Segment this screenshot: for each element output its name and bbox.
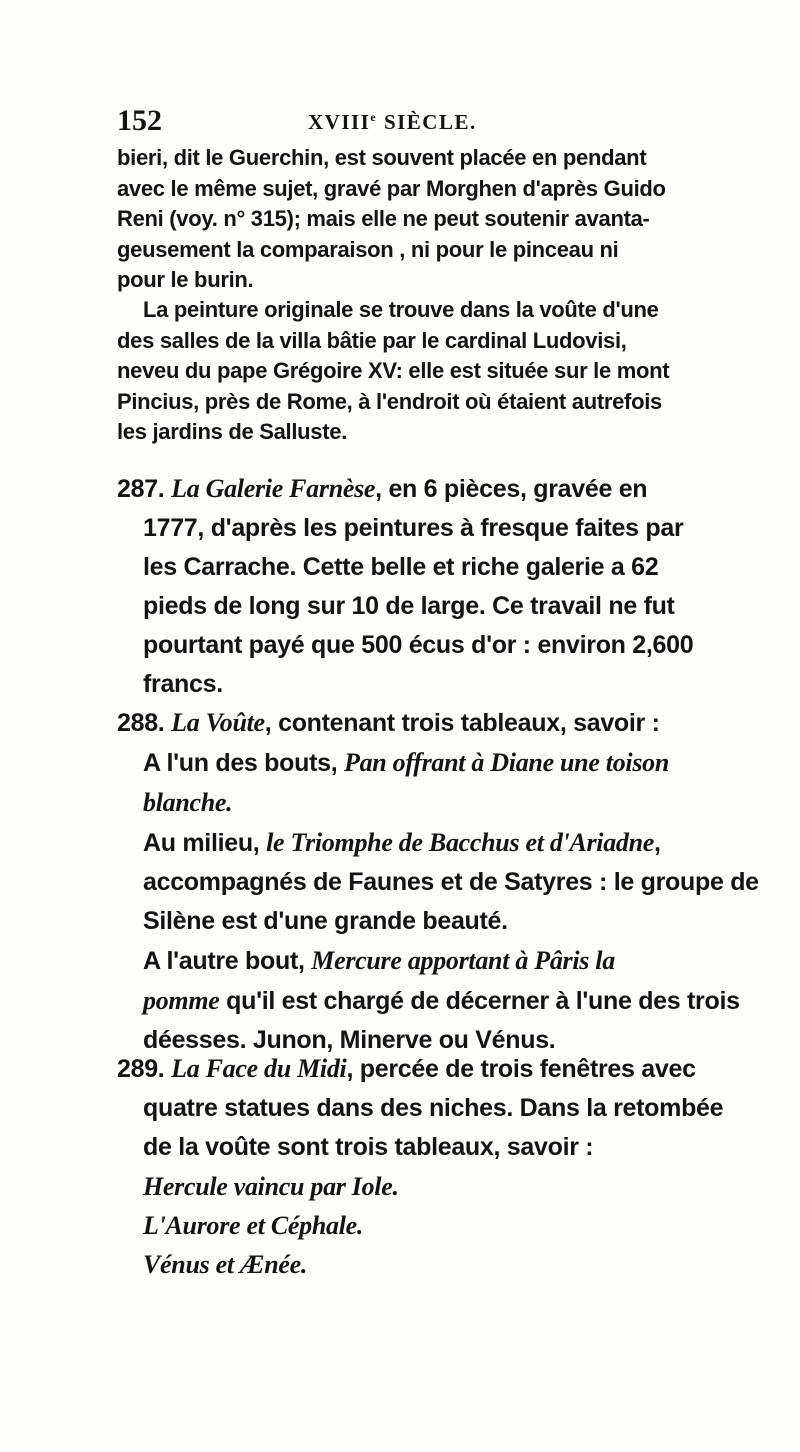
text-line: les jardins de Salluste. — [117, 419, 348, 444]
page-number: 152 — [117, 104, 162, 137]
text-line: pourtant payé que 500 écus d'or : environ 2,600 — [143, 631, 694, 659]
text-line: Silène est d'une grande beauté. — [143, 907, 508, 935]
text-line — [117, 823, 701, 863]
entry-title: La Galerie Farnèse — [171, 474, 376, 503]
entry-title: La Voûte — [171, 708, 265, 737]
page-header — [117, 104, 697, 140]
text-line: francs. — [143, 670, 223, 698]
entry-289 — [117, 1049, 724, 1284]
text-line: les Carrache. Cette belle et riche galerie a 62 — [143, 553, 659, 581]
artwork-item: Vénus et Ænée. — [143, 1250, 308, 1279]
text-segment: qu'il est chargé de décerner à l'une des trois — [219, 987, 740, 1015]
text-line: La peinture originale se trouve dans la voûte d'une — [143, 297, 659, 322]
text-line — [117, 743, 701, 783]
text-line: 1777, d'après les peintures à fresque faites par — [143, 514, 684, 542]
running-head-century: XVIII — [308, 110, 371, 134]
entry-line-rest: , en 6 pièces, gravée en — [375, 475, 648, 503]
text-line: accompagnés de Faunes et de Satyres : le groupe de — [143, 868, 759, 896]
text-line — [117, 981, 740, 1021]
artwork-title: blanche. — [143, 788, 233, 817]
text-segment: A l'autre bout, — [143, 947, 312, 975]
artwork-title: Mercure apportant à Pâris la — [311, 946, 615, 975]
text-line: geusement la comparaison , ni pour le pinceau ni — [117, 236, 619, 262]
paragraph-origin — [117, 295, 701, 448]
text-line: pieds de long sur 10 de large. Ce travail ne fut — [143, 592, 675, 620]
entry-first-line — [117, 703, 701, 743]
text-line: Pincius, près de Rome, à l'endroit où étaient autrefois — [117, 388, 662, 414]
entry-first-line — [117, 469, 701, 509]
entry-number: 289. — [117, 1055, 165, 1083]
text-line: déesses. Junon, Minerve ou Vénus. — [143, 1026, 556, 1054]
text-line: avec le même sujet, gravé par Morghen d'après Guido — [117, 175, 666, 201]
text-line: Reni (voy. n° 315); mais elle ne peut soutenir avanta- — [117, 206, 650, 231]
text-line: quatre statues dans des niches. Dans la retombée — [143, 1094, 724, 1122]
text-line: bieri, dit le Guerchin, est souvent placée en pendant — [117, 145, 647, 170]
running-head-suffix: SIÈCLE. — [377, 110, 477, 134]
text-segment: Au milieu, — [143, 829, 267, 857]
artwork-title: pomme — [143, 986, 220, 1015]
text-line: des salles de la villa bâtie par le cardinal Ludovisi, — [117, 327, 627, 353]
entry-287 — [117, 469, 701, 704]
entry-line-rest: , percée de trois fenêtres avec — [346, 1055, 696, 1083]
artwork-item: Hercule vaincu par Iole. — [143, 1172, 399, 1201]
text-line — [117, 783, 701, 823]
running-head-superscript: e — [370, 110, 378, 124]
artwork-title: Pan offrant à Diane une toison — [344, 748, 669, 777]
entry-288 — [117, 703, 759, 1060]
paragraph-intro — [117, 143, 701, 296]
entry-number: 287. — [117, 475, 165, 503]
running-head — [308, 110, 477, 135]
text-line: neveu du pape Grégoire XV: elle est située sur le mont — [117, 358, 670, 383]
entry-first-line — [117, 1049, 701, 1089]
entry-number: 288. — [117, 709, 165, 737]
entry-title: La Face du Midi — [171, 1054, 347, 1083]
text-line: pour le burin. — [117, 267, 254, 292]
text-segment: , — [654, 829, 661, 857]
artwork-item: L'Aurore et Céphale. — [143, 1211, 364, 1240]
entry-line-rest: , contenant trois tableaux, savoir : — [264, 709, 660, 737]
text-segment: A l'un des bouts, — [143, 749, 345, 777]
text-line: de la voûte sont trois tableaux, savoir : — [143, 1133, 594, 1161]
text-line — [117, 941, 701, 981]
artwork-title: le Triomphe de Bacchus et d'Ariadne — [266, 828, 655, 857]
